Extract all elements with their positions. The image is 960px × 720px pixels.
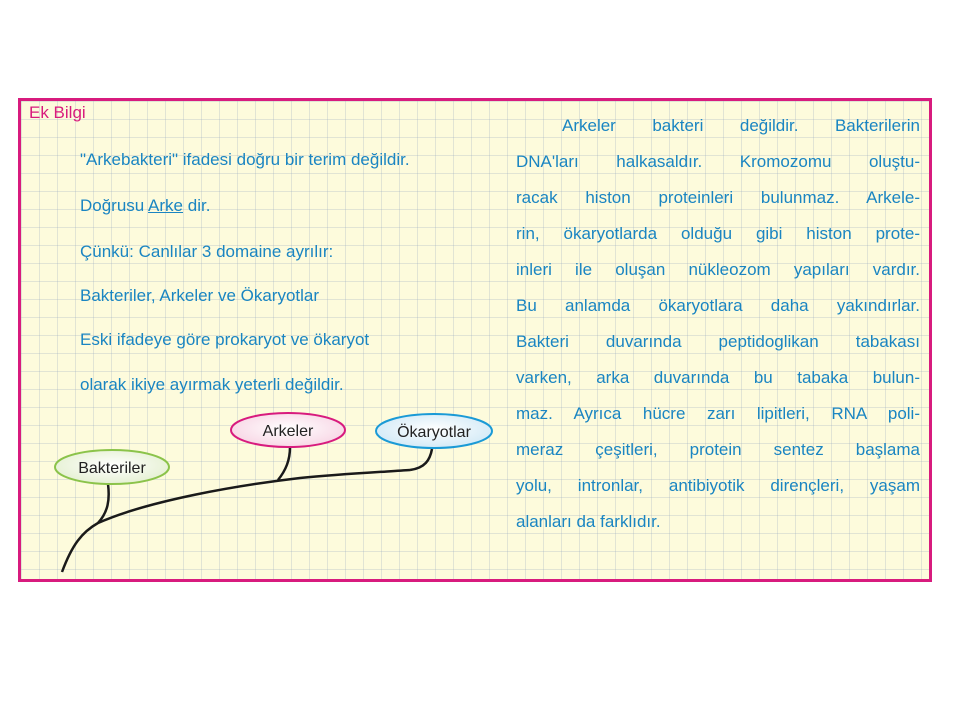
left-line-3: Çünkü: Canlılar 3 domaine ayrılır: <box>80 242 334 261</box>
right-paragraph-line: racak histon proteinleri bulunmaz. Arkele- <box>516 188 920 207</box>
right-paragraph-line: Bakteri duvarında peptidoglikan tabakası <box>516 332 920 351</box>
right-paragraph-line: Arkeler bakteri değildir. Bakterilerin <box>562 116 920 135</box>
box-title: Ek Bilgi <box>29 103 86 122</box>
branch-eukaryotes <box>410 449 432 470</box>
right-paragraph-line: rin, ökaryotlarda olduğu gibi histon prote- <box>516 224 920 243</box>
left-line-6: olarak ikiye ayırmak yeterli değildir. <box>80 375 344 394</box>
archaea-label: Arkeler <box>262 423 314 440</box>
right-paragraph-line: inleri ile oluşan nükleozom yapıları vardır. <box>516 260 920 279</box>
right-paragraph-line: yolu, intronlar, antibiyotik dirençleri, yaşam <box>516 476 920 495</box>
right-paragraph-line: varken, arka duvarında bu tabaka bulun- <box>516 368 920 387</box>
tree-trunk <box>62 470 410 572</box>
branch-archaea <box>278 447 290 480</box>
left-line-5: Eski ifadeye göre prokaryot ve ökaryot <box>80 330 370 349</box>
left-line-1: "Arkebakteri" ifadesi doğru bir terim değildir. <box>80 150 410 169</box>
arke-term: Arke <box>148 196 184 215</box>
right-paragraph-line: DNA'ları halkasaldır. Kromozomu oluştu- <box>516 152 920 171</box>
right-paragraph <box>516 108 920 540</box>
eukaryotes-label: Ökaryotlar <box>397 424 471 441</box>
line2-pre: Doğrusu <box>80 196 149 215</box>
line2-post: dir. <box>183 196 211 215</box>
left-line-4: Bakteriler, Arkeler ve Ökaryotlar <box>80 286 320 305</box>
bacteria-label: Bakteriler <box>78 460 146 477</box>
right-paragraph-line: alanları da farklıdır. <box>516 512 661 531</box>
right-paragraph-line: Bu anlamda ökaryotlara daha yakındırlar. <box>516 296 920 315</box>
right-paragraph-line: meraz çeşitleri, protein sentez başlama <box>516 440 920 459</box>
right-paragraph-line: maz. Ayrıca hücre zarı lipitleri, RNA poli- <box>516 404 920 423</box>
branch-bacteria <box>98 484 109 523</box>
